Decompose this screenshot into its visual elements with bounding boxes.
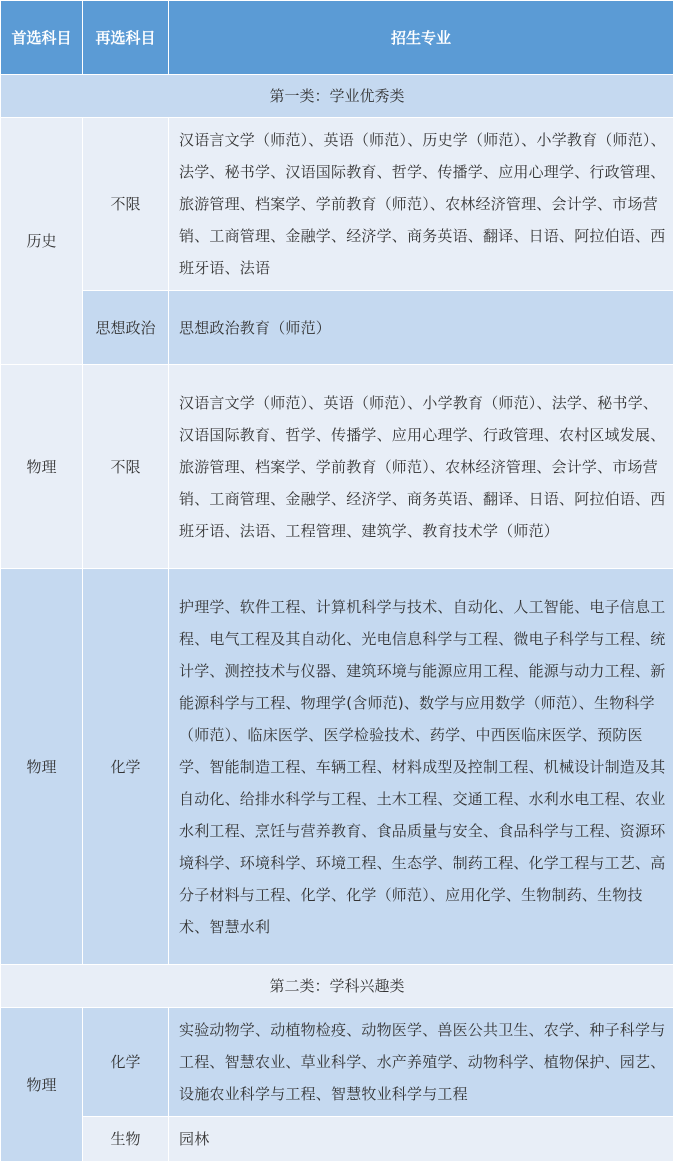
first-subject-cell: 物理 — [1, 569, 83, 965]
section-title: 第一类：学业优秀类 — [1, 75, 674, 118]
section-row — [1, 965, 674, 1008]
majors-cell: 思想政治教育（师范） — [169, 291, 674, 365]
table-row — [1, 291, 674, 365]
second-subject-cell: 化学 — [83, 569, 169, 965]
table-row — [1, 118, 674, 291]
first-subject-cell: 物理 — [1, 1008, 83, 1162]
second-subject-cell: 不限 — [83, 118, 169, 291]
first-subject-cell: 历史 — [1, 118, 83, 365]
table-row — [1, 365, 674, 569]
majors-cell: 实验动物学、动植物检疫、动物医学、兽医公共卫生、农学、种子科学与工程、智慧农业、草业科学、水产养殖学、动物科学、植物保护、园艺、设施农业科学与工程、智慧牧业科学与工程 — [169, 1008, 674, 1117]
header-majors: 招生专业 — [169, 1, 674, 75]
majors-cell: 护理学、软件工程、计算机科学与技术、自动化、人工智能、电子信息工程、电气工程及其自动化、光电信息科学与工程、微电子科学与工程、统计学、测控技术与仪器、建筑环境与能源应用工程、能源与动力工程、新能源科学与工程、物理学(含师范)、数学与应用数学（师范）、生物科学（师范）、临床医学、医学检验技术、药学、中西医临床医学、预防医学、智能制造工程、车辆工程、材料成型及控制工程、机械设计制造及其自动化、给排水科学与工程、土木工程、交通工程、水利水电工程、农业水利工程、烹饪与营养教育、食品质量与安全、食品科学与工程、资源环境科学、环境科学、环境工程、生态学、制药工程、化学工程与工艺、高分子材料与工程、化学、化学（师范）、应用化学、生物制药、生物技术、智慧水利 — [169, 569, 674, 965]
second-subject-cell: 化学 — [83, 1008, 169, 1117]
first-subject-cell: 物理 — [1, 365, 83, 569]
table-row — [1, 1117, 674, 1162]
second-subject-cell: 生物 — [83, 1117, 169, 1162]
majors-cell: 汉语言文学（师范）、英语（师范）、小学教育（师范）、法学、秘书学、汉语国际教育、哲学、传播学、应用心理学、行政管理、农村区域发展、旅游管理、档案学、学前教育（师范）、农林经济管理、会计学、市场营销、工商管理、金融学、经济学、商务英语、翻译、日语、阿拉伯语、西班牙语、法语、工程管理、建筑学、教育技术学（师范） — [169, 365, 674, 569]
majors-cell: 园林 — [169, 1117, 674, 1162]
section-title: 第二类：学科兴趣类 — [1, 965, 674, 1008]
second-subject-cell: 思想政治 — [83, 291, 169, 365]
header-first-subject: 首选科目 — [1, 1, 83, 75]
header-second-subject: 再选科目 — [83, 1, 169, 75]
table-row — [1, 569, 674, 965]
section-row — [1, 75, 674, 118]
second-subject-cell: 不限 — [83, 365, 169, 569]
header-row — [1, 1, 674, 75]
majors-cell: 汉语言文学（师范）、英语（师范）、历史学（师范）、小学教育（师范）、法学、秘书学、汉语国际教育、哲学、传播学、应用心理学、行政管理、旅游管理、档案学、学前教育（师范）、农林经济管理、会计学、市场营销、工商管理、金融学、经济学、商务英语、翻译、日语、阿拉伯语、西班牙语、法语 — [169, 118, 674, 291]
table-row — [1, 1008, 674, 1117]
